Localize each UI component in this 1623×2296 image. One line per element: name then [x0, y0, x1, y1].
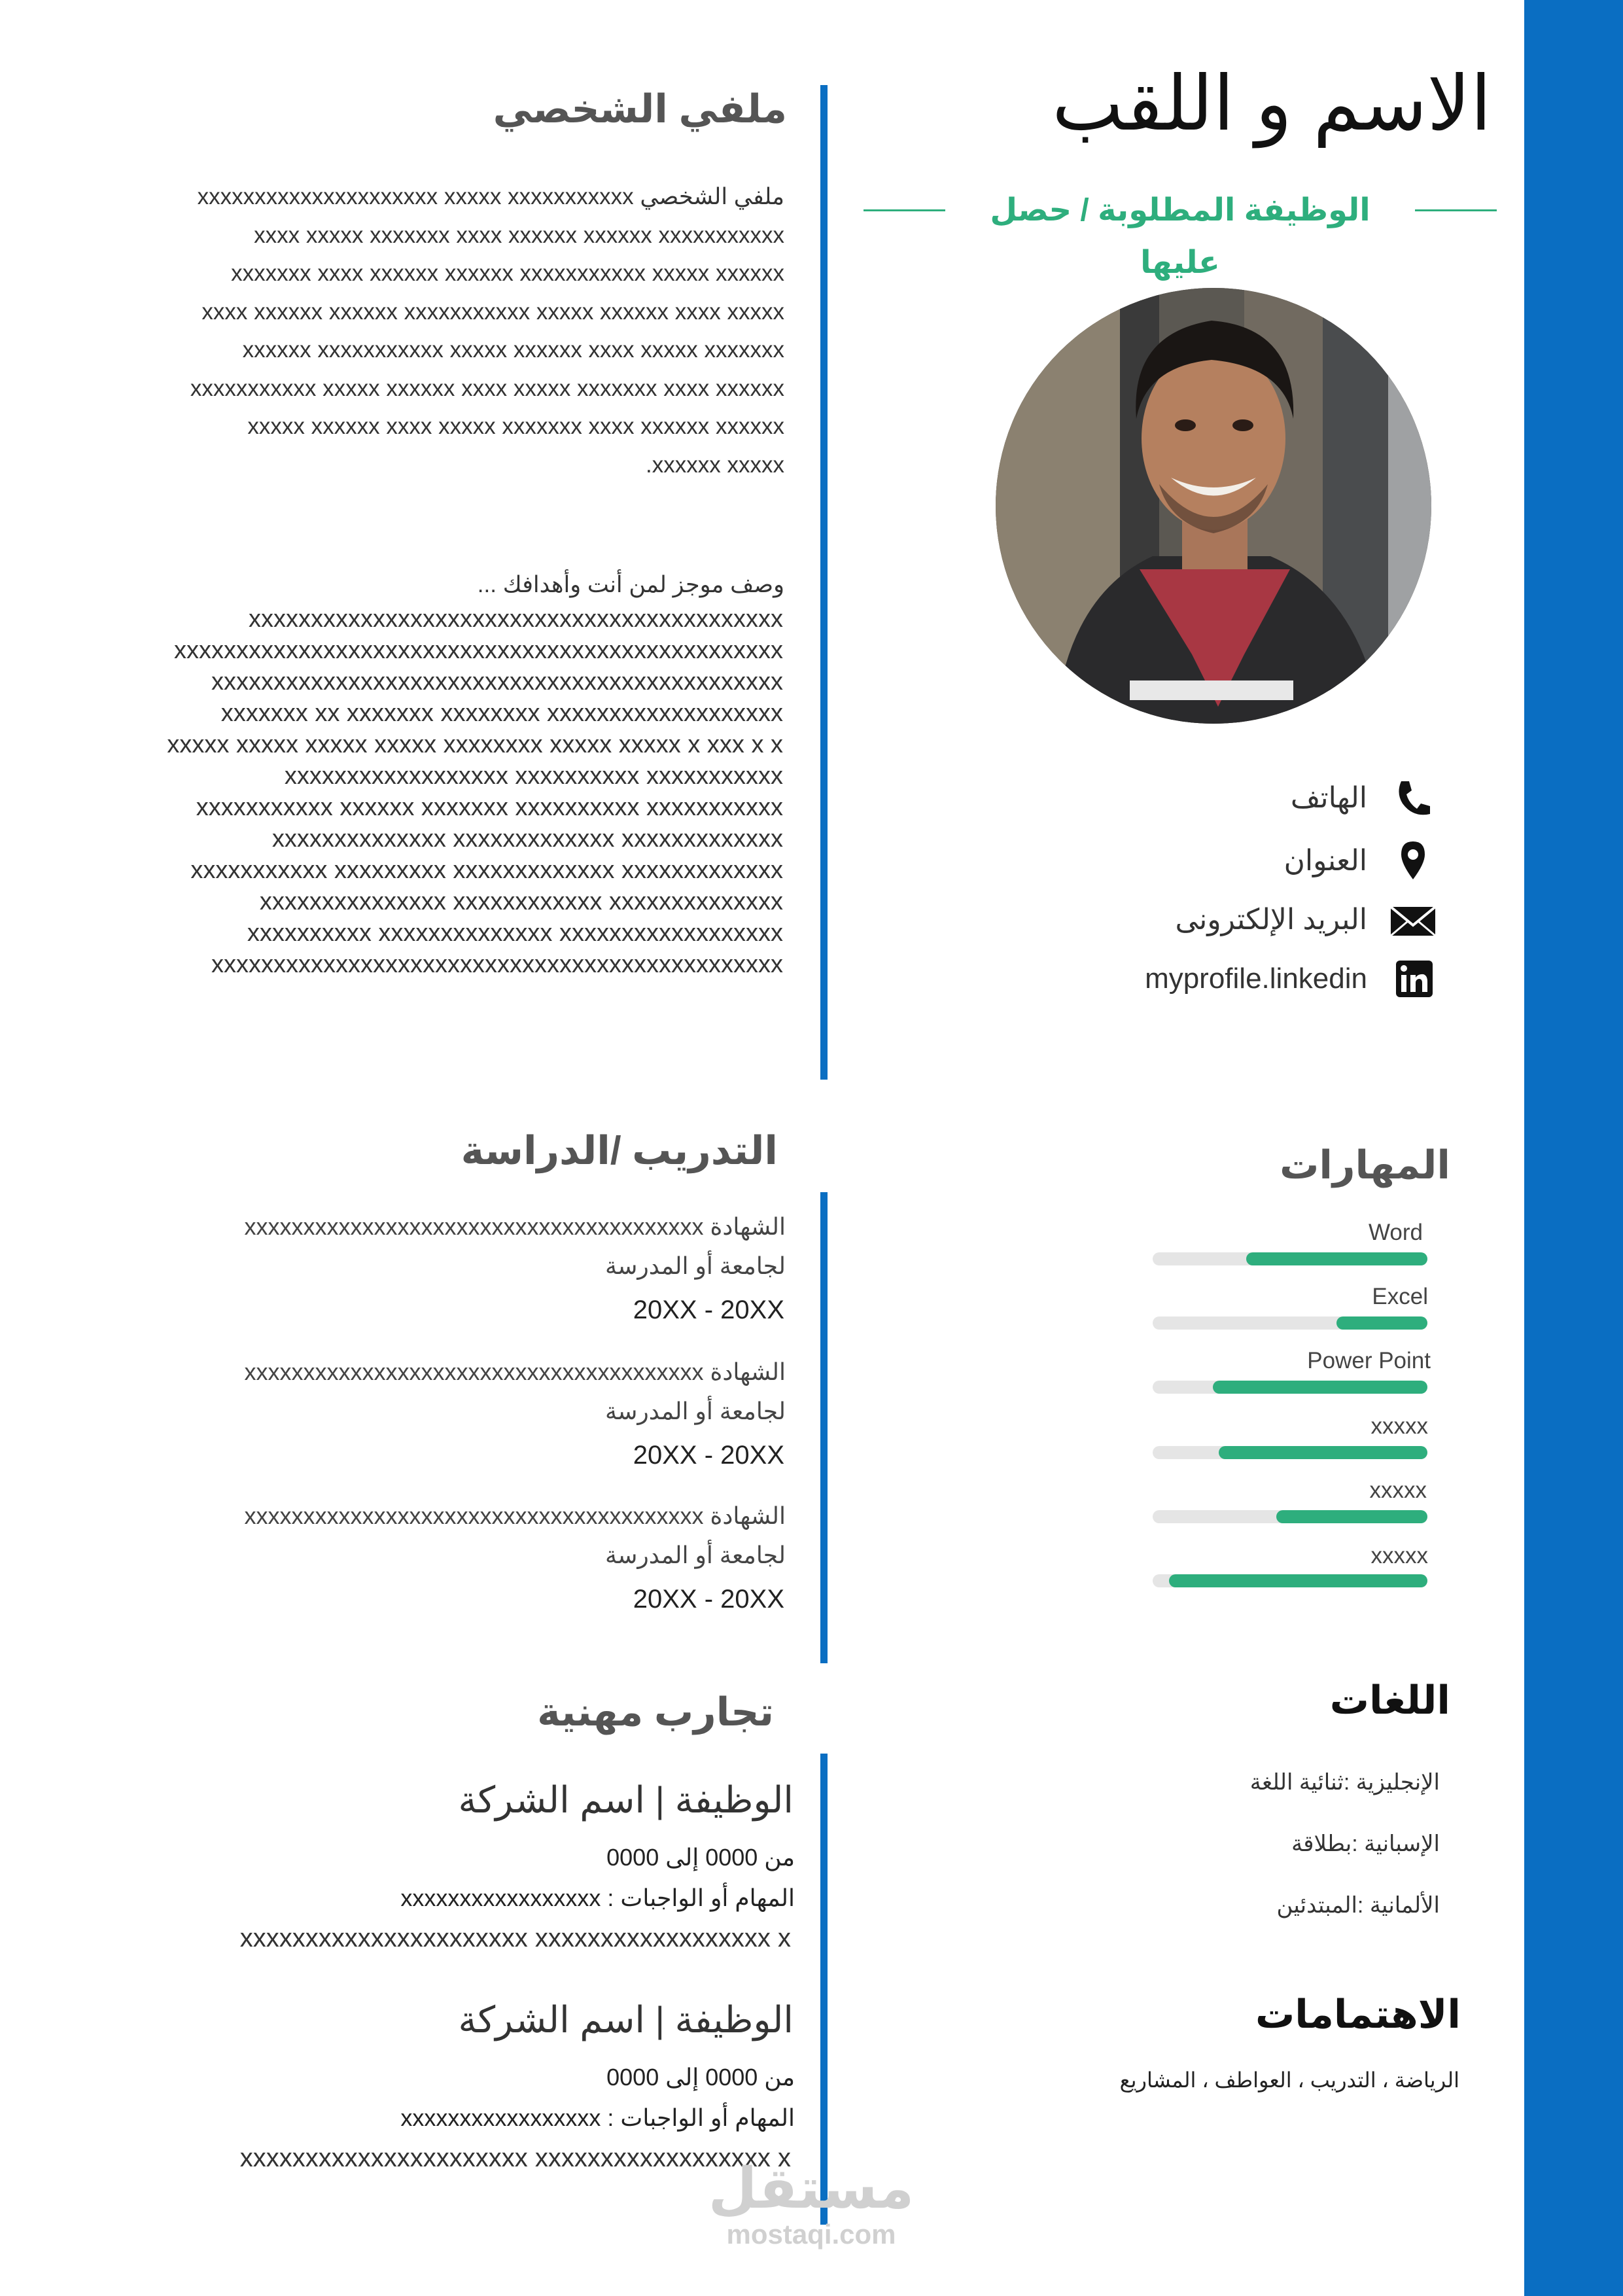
summary-line: xxxxxxxxxxxxxxx xxxxxxxxxxxx xxxxxxxxxxxxxx: [259, 888, 783, 915]
summary-line: xxxxxxx xx xxxxxxx xxxxxxxx xxxxxxxxxxxxxxxxxxx: [220, 699, 783, 727]
contact-address: [1047, 835, 1439, 887]
profile-line: xxxx xxxxx xxxxxxx xxxx xxxxxx xxxxxx xxxxxxxxxxx: [254, 222, 784, 248]
skill-label: Power Point: [1307, 1348, 1431, 1373]
summary-line: xxxxxxxxxxxxxxxxxxxxxxxxxxxxxxxxxxxxxxxxxxxxxx: [211, 951, 783, 978]
education-school: لجامعة أو المدرسة: [604, 1398, 786, 1424]
interests-text: الرياضة ، التدريب ، العواطف ، المشاريع: [1119, 2068, 1459, 2092]
language-item: الإنجليزية :ثنائية اللغة: [1249, 1770, 1440, 1795]
experience-heading: تجارب مهنية: [537, 1690, 774, 1734]
summary-line: xxxxxxxxxxxxxxxxxxxxxxxxxxxxxxxxxxxxxxxxxxxxxxxxx: [174, 637, 783, 664]
experience-period: من 0000 إلى 0000: [606, 1844, 795, 1871]
skill-bar-fill: [1246, 1252, 1427, 1265]
experience-title: الوظيفة | اسم الشركة: [458, 1779, 794, 1820]
right-accent-bar: [1524, 0, 1623, 2296]
skill-bar-fill: [1336, 1316, 1427, 1330]
skill-label: xxxxx: [1369, 1477, 1427, 1503]
profile-paragraph: [32, 178, 784, 484]
watermark-arabic: مستقل: [708, 2157, 915, 2220]
skill-bar: [1153, 1316, 1427, 1330]
skill-label: xxxxx: [1370, 1543, 1428, 1568]
phone-icon: [1387, 777, 1439, 819]
education-certificate: الشهادة xxxxxxxxxxxxxxxxxxxxxxxxxxxxxxxxxxxxxxx: [244, 1213, 786, 1240]
summary-intro: وصف موجز لمن أنت وأهدافك ...: [477, 572, 784, 597]
languages-heading: اللغات: [1329, 1678, 1450, 1722]
divider-experience: [820, 1754, 828, 2225]
skill-bar: [1153, 1510, 1427, 1523]
title-rule-left: [864, 209, 945, 211]
skill-bar-fill: [1276, 1510, 1427, 1523]
language-item: الإسبانية :بطلاقة: [1291, 1831, 1440, 1856]
contact-address-label: العنوان: [1283, 845, 1367, 877]
experience-duties: المهام أو الواجبات : xxxxxxxxxxxxxxxxx: [400, 2104, 795, 2131]
education-years: 20XX - 20XX: [633, 1296, 784, 1324]
profile-line: xxxxxxx xxxx xxxxxx xxxxxx xxxxxxxxxxx xxxxx xxxxxx: [231, 260, 784, 286]
education-years: 20XX - 20XX: [633, 1441, 784, 1470]
summary-paragraph: [24, 603, 783, 980]
education-certificate: الشهادة xxxxxxxxxxxxxxxxxxxxxxxxxxxxxxxxxxxxxxx: [244, 1502, 786, 1529]
contact-phone: [1047, 772, 1439, 824]
job-title-block: [864, 185, 1497, 280]
summary-line: xxxxxxxxxxxxxxxxxxxxxxxxxxxxxxxxxxxxxxxxxxxxxx: [211, 668, 783, 696]
education-school: لجامعة أو المدرسة: [604, 1252, 786, 1279]
profile-heading: ملفي الشخصي: [493, 87, 787, 131]
interests-heading: الاهتمامات: [1255, 1992, 1461, 2036]
watermark-logo: [707, 2159, 916, 2251]
profile-line: xxxx xxxxxx xxxxxx xxxxxxxxxxx xxxxx xxxxxx xxxx xxxxx: [201, 298, 784, 325]
profile-line: xxxxx xxxxxx xxxx xxxxx xxxxxxx xxxx xxxxxx xxxxxx: [247, 414, 784, 439]
candidate-name: الاسم و اللقب: [1052, 61, 1492, 146]
skill-bar: [1153, 1574, 1427, 1587]
skills-heading: المهارات: [1280, 1143, 1450, 1187]
contact-linkedin: [1047, 953, 1439, 1005]
skill-label: Excel: [1372, 1284, 1428, 1309]
job-title: الوظيفة المطلوبة / حصل عليها: [990, 193, 1370, 280]
skill-bar-fill: [1213, 1381, 1427, 1394]
skill-label: Word: [1369, 1220, 1423, 1245]
contact-email-label: البريد الإلكترونى: [1175, 904, 1367, 936]
title-rule-right: [1415, 209, 1497, 211]
summary-line: xxxxxxxxxxx xxxxxxxxx xxxxxxxxxxxxx xxxxxxxxxxxxx: [190, 857, 783, 884]
contact-email: [1047, 894, 1439, 946]
experience-duties: المهام أو الواجبات : xxxxxxxxxxxxxxxxx: [400, 1884, 795, 1911]
summary-line: xxxxxxxxxxxxxxxxxxxxxxxxxxxxxxxxxxxxxxxxxxx: [249, 605, 783, 633]
education-heading: التدريب /الدراسة: [461, 1129, 778, 1173]
contact-linkedin-label[interactable]: myprofile.linkedin: [1145, 963, 1367, 995]
experience-description: xxxxxxxxxxxxxxxxxxxxxx xxxxxxxxxxxxxxxxxx x: [239, 2144, 791, 2172]
language-item: الألمانية :المبتدئين: [1276, 1893, 1440, 1918]
divider-education: [820, 1192, 828, 1663]
summary-line: xxxxxxxxxx xxxxxxxxxxxxxx xxxxxxxxxxxxxxxxxx: [247, 919, 783, 947]
skill-bar-fill: [1169, 1574, 1427, 1587]
skill-bar: [1153, 1446, 1427, 1459]
education-years: 20XX - 20XX: [633, 1585, 784, 1614]
profile-line: xxxxxx xxxxxxxxxxx xxxxx xxxxxx xxxx xxxxx xxxxxxx: [242, 337, 784, 362]
skill-label: xxxxx: [1370, 1413, 1428, 1439]
summary-line: xxxxx xxxxx xxxxx xxxxx xxxxxxxx xxxxx xxxxx x xxx x x: [167, 731, 783, 758]
location-pin-icon: [1387, 840, 1439, 882]
summary-line: xxxxxxxxxxxxxx xxxxxxxxxxxxx xxxxxxxxxxxxx: [271, 825, 783, 853]
profile-photo: [996, 288, 1431, 724]
skill-bar: [1153, 1381, 1427, 1394]
education-certificate: الشهادة xxxxxxxxxxxxxxxxxxxxxxxxxxxxxxxxxxxxxxx: [244, 1358, 786, 1385]
experience-title: الوظيفة | اسم الشركة: [458, 1999, 794, 2040]
profile-line: ملفي الشخصي xxxxxxxxxxxxxxxxxxxxx xxxxx xxxxxxxxxxx: [197, 184, 784, 209]
experience-period: من 0000 إلى 0000: [606, 2064, 795, 2091]
skill-bar: [1153, 1252, 1427, 1265]
linkedin-icon: [1387, 958, 1439, 1000]
contact-phone-label: الهاتف: [1290, 782, 1367, 814]
skill-bar-fill: [1219, 1446, 1427, 1459]
divider-profile: [820, 85, 828, 1080]
summary-line: xxxxxxxxxxx xxxxxx xxxxxxx xxxxxxxxxx xxxxxxxxxxx: [196, 794, 783, 821]
education-school: لجامعة أو المدرسة: [604, 1542, 786, 1568]
watermark-latin: mostaqi.com: [726, 2219, 896, 2250]
profile-line: xxxxxxxxxxx xxxxx xxxxxx xxxx xxxxx xxxxxxx xxxx xxxxxx: [190, 375, 784, 401]
profile-line: xxxxxx xxxxx.: [646, 451, 784, 478]
experience-description: xxxxxxxxxxxxxxxxxxxxxx xxxxxxxxxxxxxxxxxx x: [239, 1924, 791, 1952]
summary-line: xxxxxxxxxxxxxxxxxx xxxxxxxxxx xxxxxxxxxxx: [284, 762, 783, 790]
envelope-icon: [1387, 899, 1439, 941]
